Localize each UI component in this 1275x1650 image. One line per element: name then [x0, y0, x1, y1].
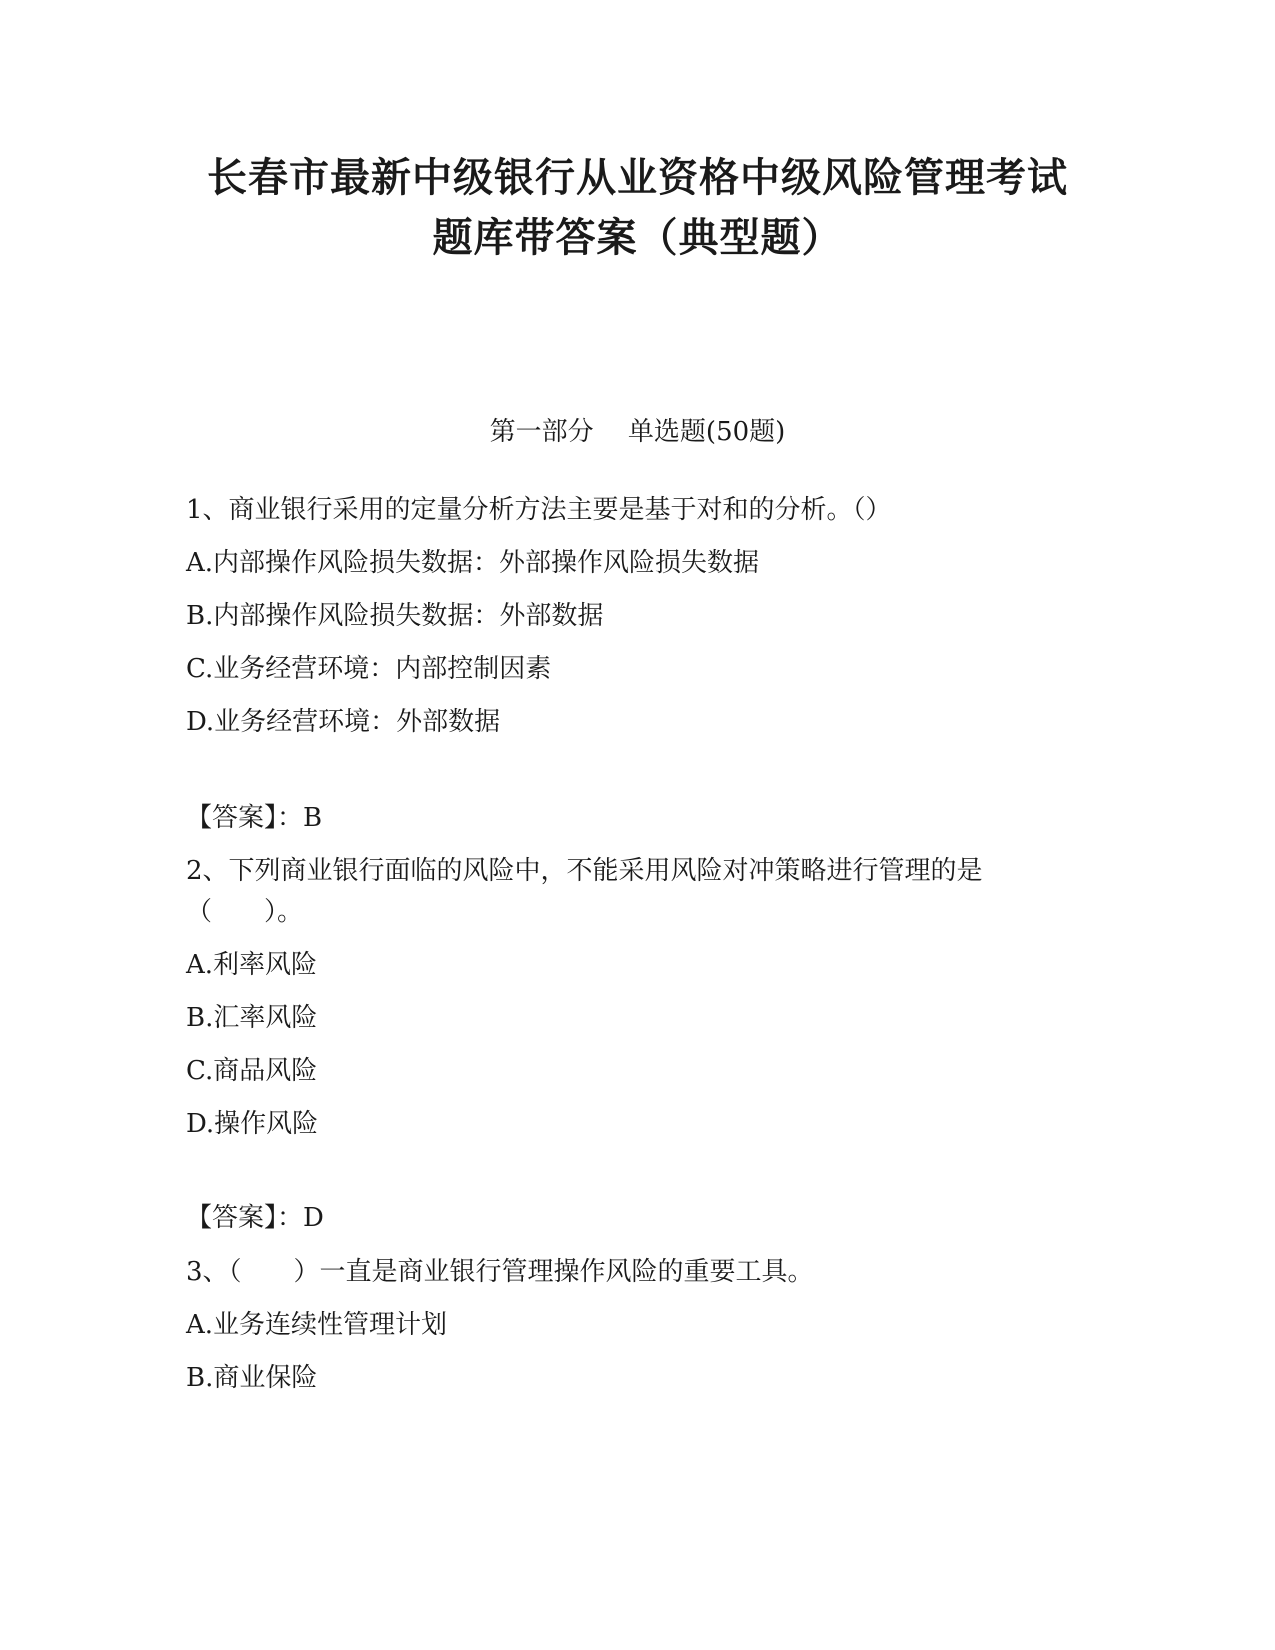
question-2-stem-line-1: 2、下列商业银行面临的风险中，不能采用风险对冲策略进行管理的是	[186, 856, 983, 886]
question-2-answer: 【答案】：D	[186, 1203, 324, 1233]
question-1-option-a: A.内部操作风险损失数据：外部操作风险损失数据	[186, 548, 760, 578]
question-2-option-a: A.利率风险	[186, 950, 318, 980]
question-2-stem-line-2: （ ）。	[186, 897, 304, 927]
question-3-option-a: A.业务连续性管理计划	[186, 1310, 448, 1340]
question-1-answer: 【答案】：B	[186, 803, 323, 833]
document-title-line-2: 题库带答案（典型题）	[432, 215, 843, 261]
question-2-option-c: C.商品风险	[186, 1056, 318, 1086]
question-1-option-b: B.内部操作风险损失数据：外部数据	[186, 601, 604, 631]
section-heading: 第一部分 单选题(50题)	[489, 417, 786, 447]
question-2-option-d: D.操作风险	[186, 1109, 319, 1139]
question-3-stem: 3、（ ）一直是商业银行管理操作风险的重要工具。	[186, 1257, 814, 1287]
document-title-line-1: 长春市最新中级银行从业资格中级风险管理考试	[207, 155, 1068, 201]
question-3-option-b: B.商业保险	[186, 1363, 318, 1393]
question-1-option-d: D.业务经营环境：外部数据	[186, 707, 501, 737]
question-1-option-c: C.业务经营环境：内部控制因素	[186, 654, 552, 684]
question-1-stem: 1、商业银行采用的定量分析方法主要是基于对和的分析。（）	[186, 495, 892, 525]
question-2-option-b: B.汇率风险	[186, 1003, 318, 1033]
